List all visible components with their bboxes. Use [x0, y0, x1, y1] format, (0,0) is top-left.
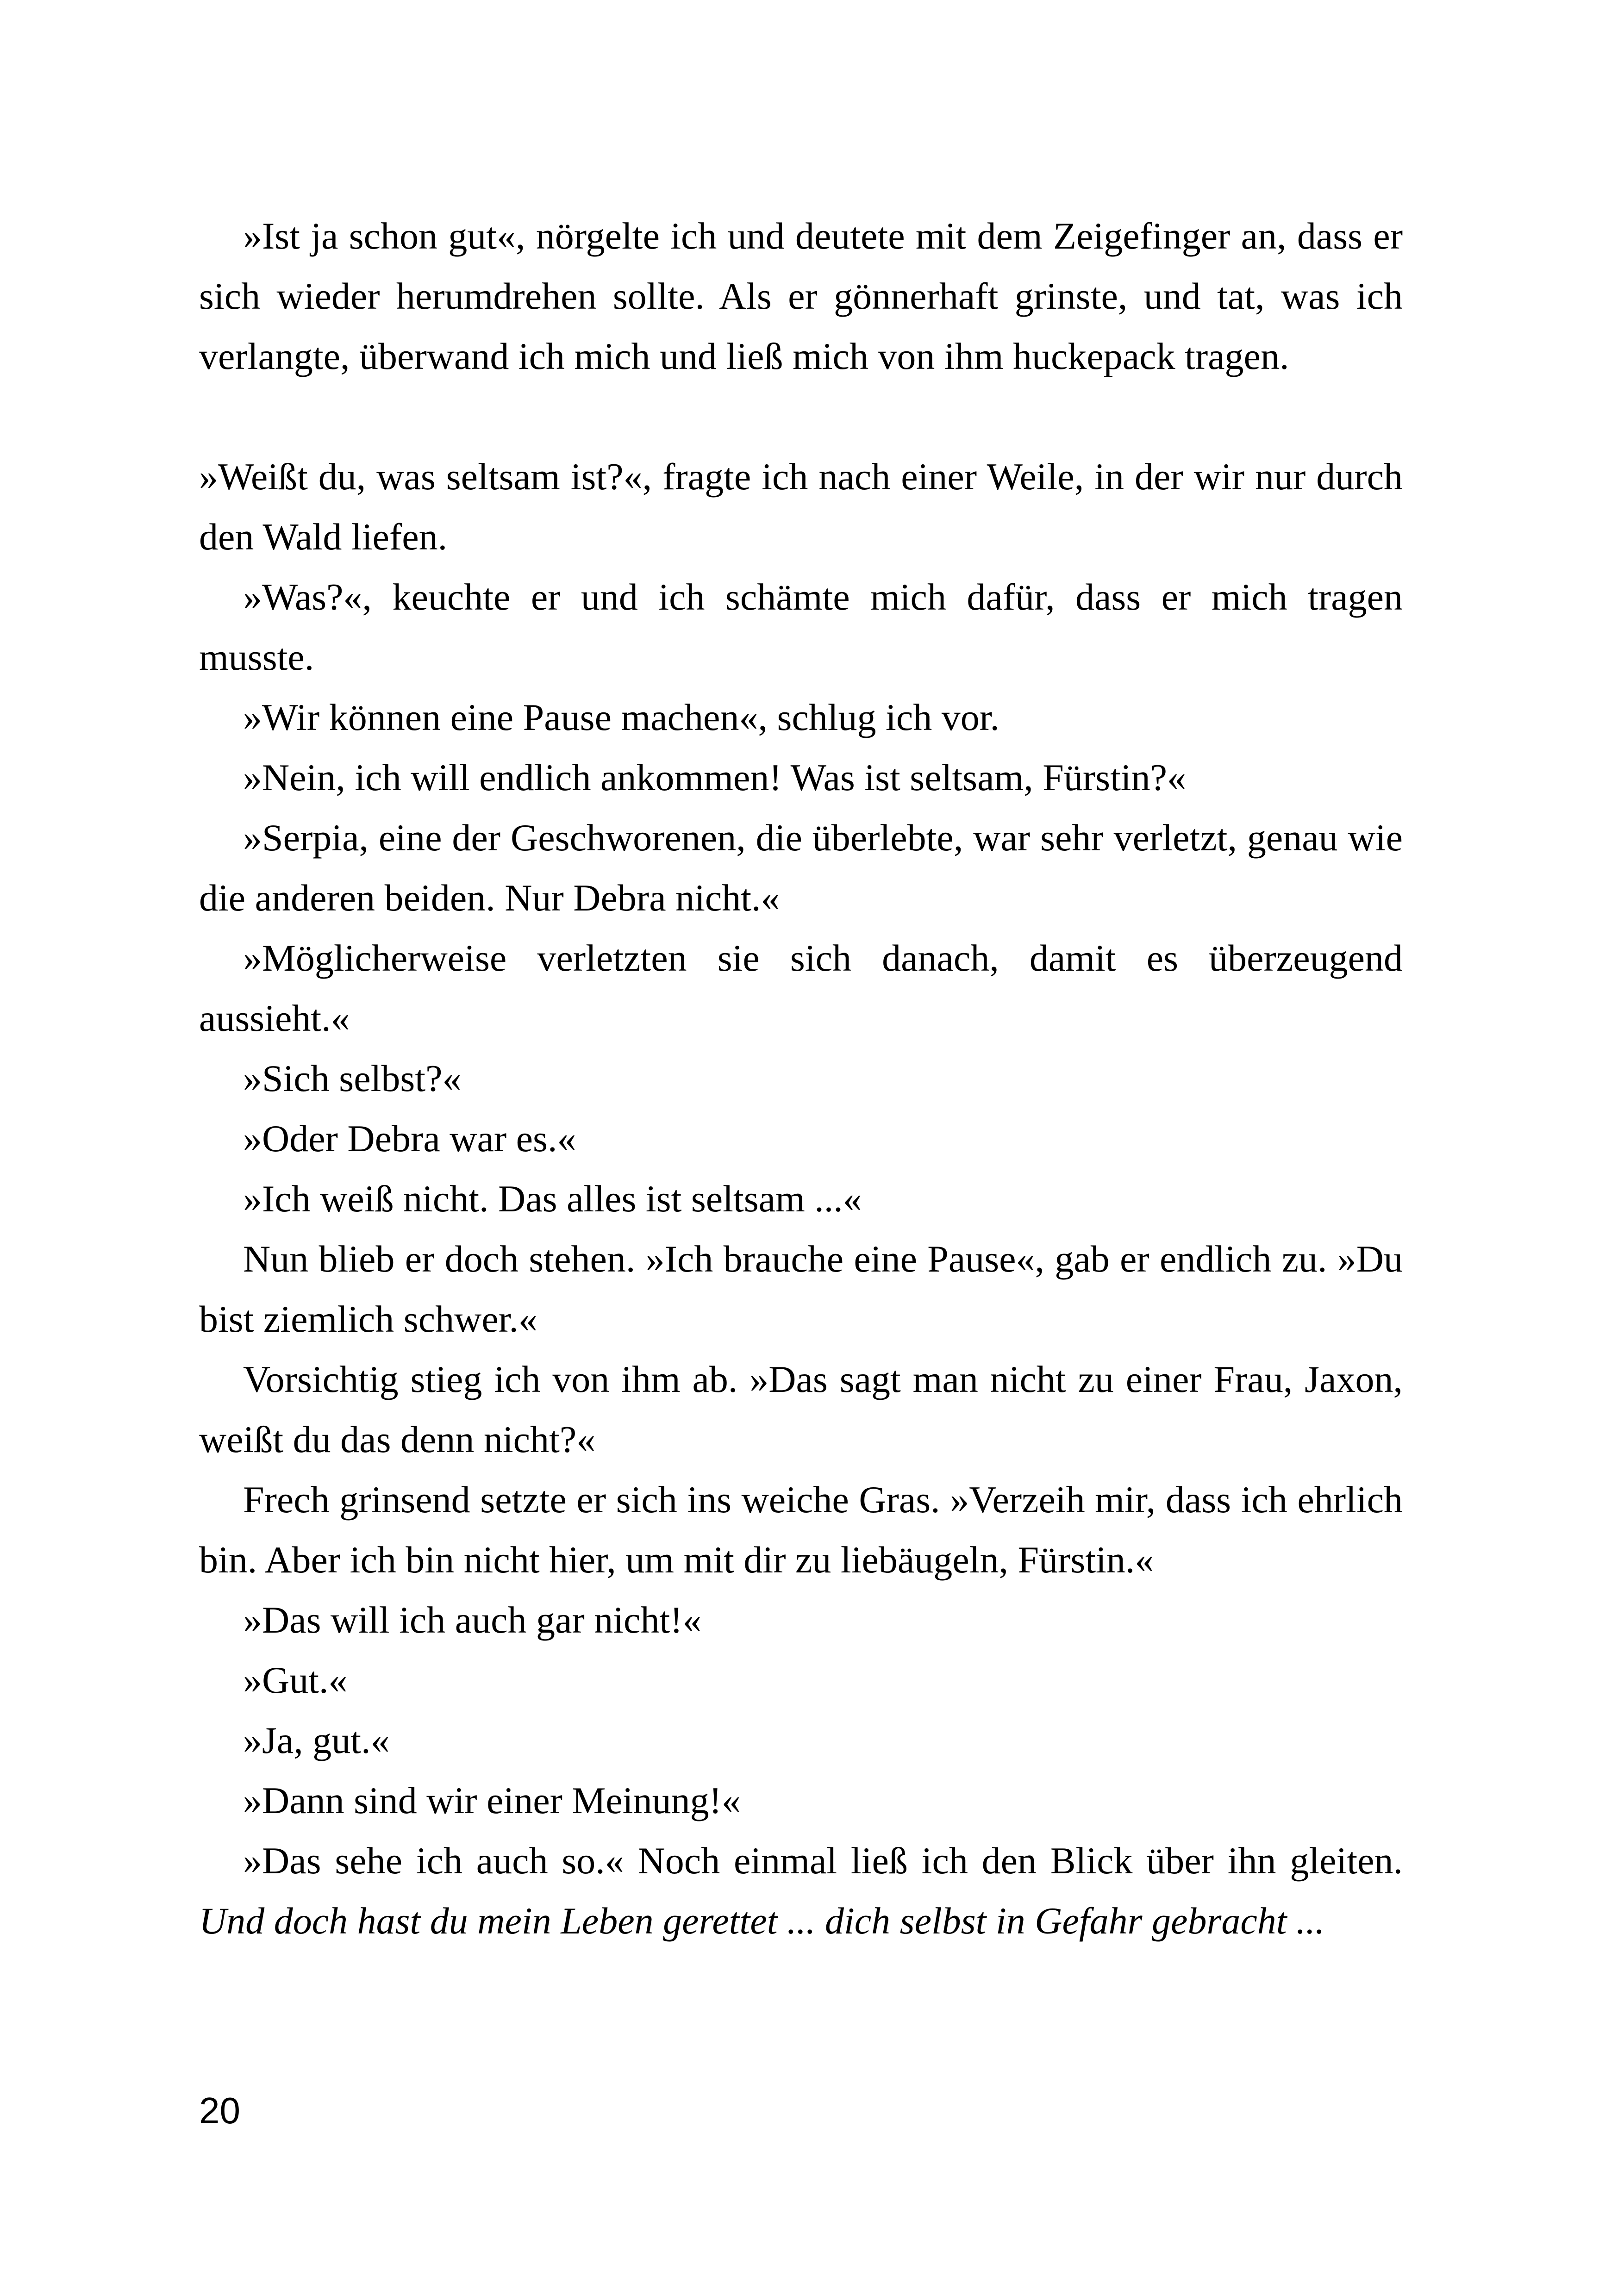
book-page-text — [199, 206, 1403, 1951]
paragraph: »Ist ja schon gut«, nörgelte ich und deutete mit dem Zeigefinger an, dass er sich wieder herumdrehen sollte. Als er gönnerhaft grinste, und tat, was ich verlangte, überwand ich mich und ließ mich von ihm huckepack tragen. — [199, 215, 1403, 377]
final-italic-thought: Und doch hast du mein Leben gerettet ... dich selbst in Gefahr gebracht ... — [199, 1900, 1325, 1942]
paragraph: »Ja, gut.« — [243, 1719, 390, 1761]
paragraph: »Nein, ich will endlich ankommen! Was ist seltsam, Fürstin?« — [243, 756, 1187, 798]
paragraph: »Wir können eine Pause machen«, schlug ich vor. — [243, 696, 999, 738]
paragraph: »Dann sind wir einer Meinung!« — [243, 1779, 741, 1821]
paragraph: »Sich selbst?« — [243, 1057, 462, 1099]
paragraph: »Weißt du, was seltsam ist?«, fragte ich nach einer Weile, in der wir nur durch den Wald liefen. — [199, 455, 1403, 558]
final-regular-text: »Das sehe ich auch so.« Noch einmal ließ ich den Blick über ihn gleiten. — [243, 1840, 1403, 1882]
paragraph-final — [199, 1831, 1403, 1951]
paragraph: Nun blieb er doch stehen. »Ich brauche eine Pause«, gab er endlich zu. »Du bist ziemlich schwer.« — [199, 1238, 1403, 1340]
paragraph: »Gut.« — [243, 1659, 348, 1701]
paragraph: »Oder Debra war es.« — [243, 1117, 576, 1160]
paragraph: »Was?«, keuchte er und ich schämte mich dafür, dass er mich tragen musste. — [199, 576, 1403, 678]
paragraph: »Das will ich auch gar nicht!« — [243, 1599, 702, 1641]
paragraph: Frech grinsend setzte er sich ins weiche Gras. »Verzeih mir, dass ich ehrlich bin. Aber ich bin nicht hier, um mit dir zu liebäugeln, Fürstin.« — [199, 1478, 1403, 1581]
page-number: 20 — [199, 2090, 240, 2131]
paragraph: »Serpia, eine der Geschworenen, die überlebte, war sehr verletzt, genau wie die anderen beiden. Nur Debra nicht.« — [199, 817, 1403, 919]
section-gap — [199, 387, 1403, 447]
paragraph: »Ich weiß nicht. Das alles ist seltsam ...« — [243, 1178, 862, 1220]
paragraph: Vorsichtig stieg ich von ihm ab. »Das sagt man nicht zu einer Frau, Jaxon, weißt du das denn nicht?« — [199, 1358, 1403, 1460]
paragraph: »Möglicherweise verletzten sie sich danach, damit es überzeugend aussieht.« — [199, 937, 1403, 1039]
